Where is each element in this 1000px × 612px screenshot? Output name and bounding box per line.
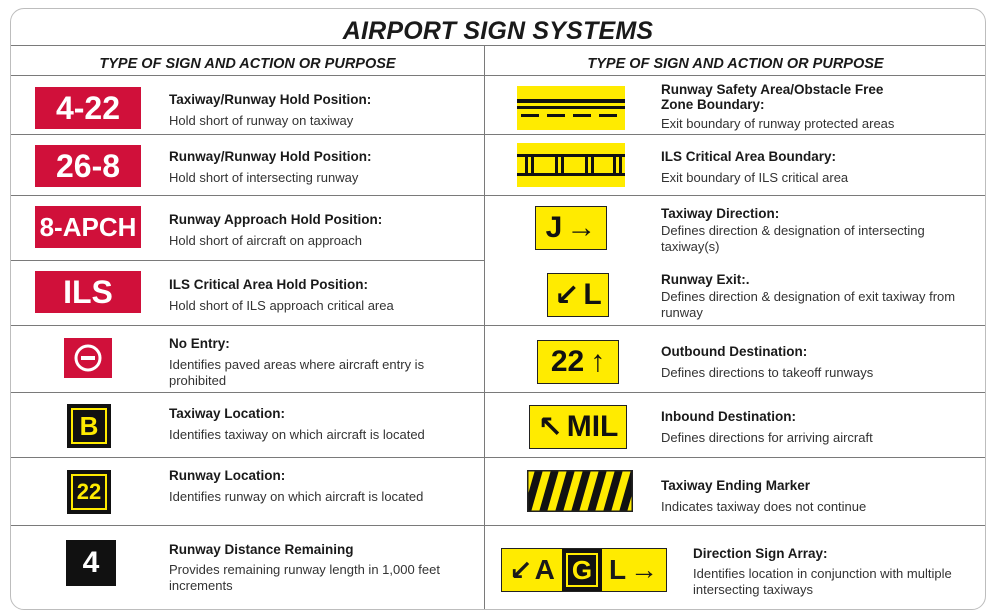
table-row <box>485 326 986 392</box>
exit-letter: L <box>583 278 602 311</box>
array-location-letter: G <box>566 553 598 587</box>
row-description: Hold short of runway on taxiway <box>169 113 354 128</box>
divider <box>11 45 985 46</box>
row-title: Outbound Destination: <box>661 344 808 359</box>
row-text <box>661 409 961 446</box>
table-row <box>485 526 986 610</box>
row-title: Direction Sign Array: <box>693 546 828 561</box>
row-description: Hold short of ILS approach critical area <box>169 298 394 313</box>
row-description: Identifies location in conjunction with multiple intersecting taxiways <box>693 566 952 597</box>
row-text <box>169 542 469 594</box>
taxiway-location-letter: B <box>71 408 107 444</box>
array-location-part <box>562 549 602 591</box>
arrow-up-left-icon: ↖ <box>537 410 563 444</box>
striped-marker-icon <box>527 470 633 512</box>
row-text <box>661 206 961 255</box>
ladder-boundary-icon <box>517 143 625 187</box>
sign-chart <box>10 8 986 610</box>
table-row <box>485 196 986 261</box>
table-row <box>11 393 484 457</box>
column-header-left: TYPE OF SIGN AND ACTION OR PURPOSE <box>99 56 396 72</box>
hold-position-sign: 4-22 <box>35 87 141 129</box>
hold-position-sign: 26-8 <box>35 145 141 187</box>
table-row <box>11 76 484 134</box>
row-title: ILS Critical Area Boundary: <box>661 149 837 164</box>
row-text <box>169 406 479 443</box>
table-row <box>11 326 484 392</box>
table-row <box>11 261 484 325</box>
row-title: Runway Approach Hold Position: <box>169 212 383 227</box>
row-text <box>169 468 479 505</box>
table-row <box>485 135 986 195</box>
column-header-right: TYPE OF SIGN AND ACTION OR PURPOSE <box>587 56 884 72</box>
table-row <box>11 526 484 610</box>
destination-label: MIL <box>566 410 619 443</box>
table-row <box>11 135 484 195</box>
ils-hold-sign: ILS <box>35 271 141 313</box>
array-left-part <box>502 549 562 591</box>
row-text <box>661 82 981 132</box>
table-row <box>11 196 484 260</box>
row-description: Defines directions for arriving aircraft <box>661 430 873 445</box>
row-text <box>661 344 961 381</box>
dashed-boundary-icon <box>517 86 625 130</box>
row-description: Defines direction & designation of exit taxiway from runway <box>661 289 956 320</box>
taxiway-location-sign <box>67 404 111 448</box>
row-description: Identifies taxiway on which aircraft is located <box>169 427 425 442</box>
outbound-destination-sign <box>537 340 619 384</box>
table-row <box>485 458 986 525</box>
arrow-right-icon: → <box>630 554 659 585</box>
array-letter: A <box>534 554 555 585</box>
distance-remaining-sign: 4 <box>66 540 116 586</box>
runway-location-sign <box>67 470 111 514</box>
table-row <box>485 76 986 134</box>
row-text <box>661 272 961 321</box>
taxiway-direction-sign <box>535 206 607 250</box>
row-title: Taxiway Location: <box>169 406 286 421</box>
striped-marker-icon <box>527 470 633 512</box>
page-title: AIRPORT SIGN SYSTEMS <box>342 17 654 45</box>
approach-hold-sign: 8-APCH <box>35 206 141 248</box>
ladder-boundary-icon <box>517 143 625 187</box>
row-description: Hold short of intersecting runway <box>169 170 359 185</box>
runway-number: 22 <box>550 345 585 378</box>
row-title: ILS Critical Area Hold Position: <box>169 277 369 292</box>
arrow-down-left-icon: ↙ <box>554 278 580 312</box>
row-description: Identifies paved areas where aircraft entry is prohibited <box>169 357 425 388</box>
row-text <box>169 92 479 129</box>
row-title: Runway Safety Area/Obstacle Free Zone Boundary: <box>661 82 884 112</box>
row-text <box>661 478 961 515</box>
array-right-part <box>602 549 665 591</box>
row-text <box>169 149 479 186</box>
table-row <box>11 458 484 525</box>
arrow-right-icon: → <box>566 211 597 244</box>
row-title: Runway Distance Remaining <box>169 542 354 557</box>
row-text <box>661 149 981 186</box>
row-description: Indicates taxiway does not continue <box>661 499 867 514</box>
no-entry-icon <box>73 343 103 373</box>
no-entry-icon <box>64 338 112 378</box>
array-letter: L <box>608 554 627 585</box>
row-description: Defines directions to takeoff runways <box>661 365 874 380</box>
row-description: Defines direction & designation of intersecting taxiway(s) <box>661 223 925 254</box>
row-title: Runway Exit:. <box>661 272 750 287</box>
row-description: Exit boundary of runway protected areas <box>661 116 895 131</box>
row-title: Taxiway/Runway Hold Position: <box>169 92 372 107</box>
row-description: Provides remaining runway length in 1,000 feet increments <box>169 562 440 593</box>
row-text <box>169 336 469 389</box>
table-row <box>485 393 986 457</box>
row-text <box>169 277 479 314</box>
row-description: Hold short of aircraft on approach <box>169 233 362 248</box>
row-text <box>169 212 479 249</box>
runway-exit-sign <box>547 273 609 317</box>
row-text <box>693 546 981 598</box>
runway-location-number: 22 <box>71 474 107 510</box>
row-title: Taxiway Direction: <box>661 206 780 221</box>
taxiway-letter: J <box>545 211 563 244</box>
arrow-up-icon: ↑ <box>590 345 606 378</box>
row-description: Exit boundary of ILS critical area <box>661 170 849 185</box>
row-title: Runway/Runway Hold Position: <box>169 149 372 164</box>
row-title: Runway Location: <box>169 468 286 483</box>
direction-sign-array <box>501 548 667 592</box>
row-title: No Entry: <box>169 336 230 351</box>
dashed-boundary-icon <box>517 86 625 130</box>
table-row <box>485 262 986 325</box>
row-title: Inbound Destination: <box>661 409 796 424</box>
inbound-destination-sign <box>529 405 627 449</box>
row-title: Taxiway Ending Marker <box>661 478 811 493</box>
row-description: Identifies runway on which aircraft is located <box>169 489 424 504</box>
arrow-down-left-icon: ↙ <box>509 554 533 586</box>
